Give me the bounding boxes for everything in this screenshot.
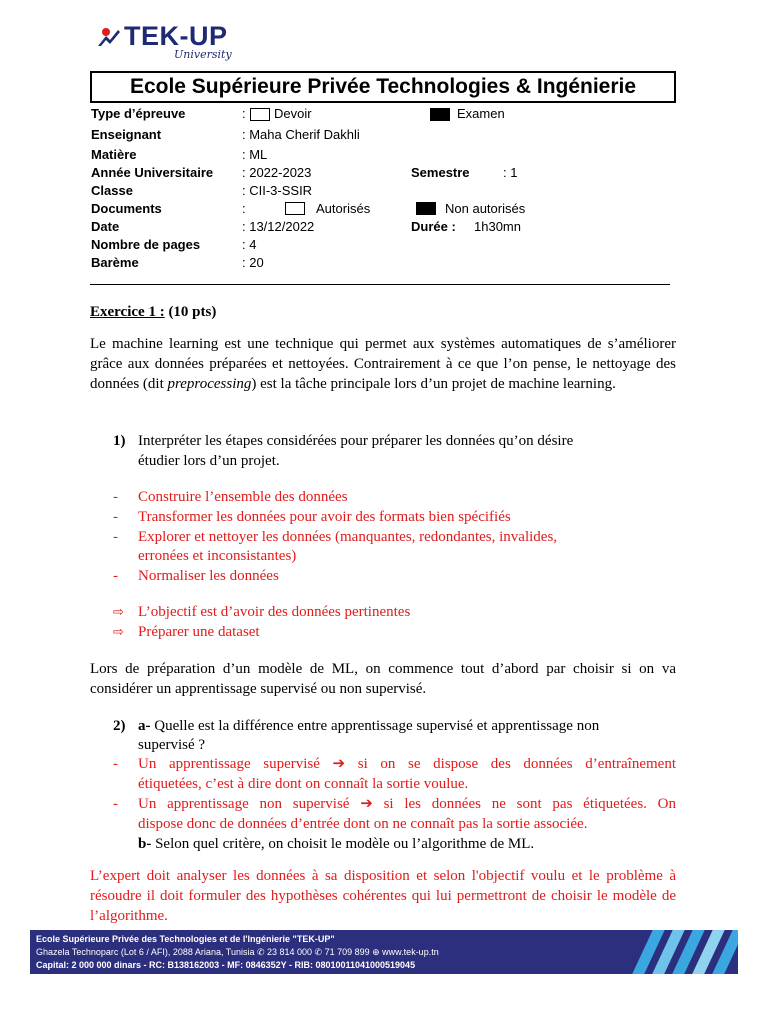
conclusion-0: L’objectif est d’avoir des données pertinentes — [138, 604, 411, 620]
q2-answer-dash-0: - — [113, 756, 118, 772]
logo-mark-icon — [96, 24, 122, 50]
separator-line — [90, 284, 670, 285]
q2-b-line — [138, 834, 534, 854]
answer1-dash-2: - — [113, 529, 118, 545]
examen-label: Examen — [457, 106, 505, 121]
duree-value: 1h30mn — [474, 219, 521, 234]
conclusion-arrow-icon-0: ⇨ — [113, 604, 124, 619]
examen-checkbox — [430, 108, 450, 121]
matiere-label: Matière — [91, 147, 137, 162]
answer1-item-0: Construire l’ensemble des données — [138, 489, 348, 505]
autorises-label: Autorisés — [316, 201, 371, 216]
date-value: : 13/12/2022 — [242, 219, 315, 234]
logo-name: TEK-UP — [124, 21, 228, 51]
classe-value: : CII-3-SSIR — [242, 183, 313, 198]
autorises-checkbox — [285, 202, 305, 215]
school-title: Ecole Supérieure Privée Technologies & Ingénierie — [90, 71, 676, 103]
annee-value: : 2022-2023 — [242, 165, 312, 180]
matiere-value: : ML — [242, 147, 268, 162]
exercise-label: Exercice 1 : — [90, 304, 165, 320]
expert-paragraph: L’expert doit analyser les données à sa disposition et selon l'objectif voulu et le problème à résoudre il doit formuler des hypothèses cohérentes qui lui permettront de choisir le modèle de l’algorithme. — [90, 868, 676, 924]
annee-label: Année Universitaire — [91, 165, 214, 180]
q2-answer-1-arrow-icon: ➔ — [332, 756, 346, 772]
q2-answer-2b: si les données ne sont pas étiquetées. On — [372, 796, 677, 812]
q2-answer-1a: Un apprentissage supervisé — [138, 756, 333, 772]
devoir-label: Devoir — [274, 106, 312, 121]
intro-part2: ) est la tâche principale lors d’un projet de machine learning. — [251, 376, 616, 392]
answer1-item-1: Transformer les données pour avoir des formats bien spécifiés — [138, 509, 511, 525]
documents-label: Documents — [91, 201, 162, 216]
conclusion-arrow-icon-1: ⇨ — [113, 624, 124, 639]
q1-number: 1) — [113, 433, 126, 449]
q2-b-text: Selon quel critère, on choisit le modèle ou l’algorithme de ML. — [151, 836, 535, 852]
q2-a-text: Quelle est la différence entre apprentissage supervisé et apprentissage non — [150, 718, 600, 734]
footer-banner — [30, 930, 738, 974]
bareme-value: : 20 — [242, 255, 264, 270]
answer1-dash-0: - — [113, 489, 118, 505]
q2-a-line1 — [138, 716, 599, 736]
tekup-logo — [96, 18, 266, 62]
duree-label: Durée : — [411, 219, 456, 234]
pages-label: Nombre de pages — [91, 237, 201, 252]
non-autorises-checkbox — [416, 202, 436, 215]
footer-line-2: Ghazela Technoparc (Lot 6 / AFI), 2088 Ariana, Tunisia ✆ 23 814 000 ✆ 71 709 899 ⊕ www.tek-up.tn — [36, 947, 439, 957]
q2-a-label: a- — [138, 718, 151, 734]
bareme-label: Barème — [91, 255, 139, 270]
classe-label: Classe — [91, 183, 133, 198]
q2-answer-1b: si on se dispose des données d’entraînement — [345, 756, 676, 772]
q2-a-line2: supervisé ? — [138, 737, 206, 753]
q2-answer-2-line1 — [138, 794, 676, 814]
q2-b-label: b- — [138, 836, 152, 852]
answer1-item-2a: Explorer et nettoyer les données (manquantes, redondantes, invalides, — [138, 529, 558, 545]
answer1-item-3: Normaliser les données — [138, 568, 279, 584]
documents-sep: : — [242, 201, 246, 216]
intro-italic: preprocessing — [167, 376, 252, 392]
q2-answer-2a: Un apprentissage non supervisé — [138, 796, 361, 812]
footer-line-1: Ecole Supérieure Privée des Technologies et de l'Ingénierie "TEK-UP" — [36, 934, 335, 944]
logo-sub: University — [174, 48, 232, 61]
q1-line1: Interpréter les étapes considérées pour préparer les données qu’on désire — [138, 433, 574, 449]
semestre-value: : 1 — [503, 165, 518, 180]
intro-part1: Le machine learning est une technique qui permet aux systèmes automatiques de s’améliorer grâce aux données préparées et nettoyées. Contrairement à ce que l’on pense, le nettoyage des données (dit — [90, 336, 676, 392]
devoir-checkbox — [250, 108, 270, 121]
date-label: Date — [91, 219, 120, 234]
paragraph-2: Lors de préparation d’un modèle de ML, on commence tout d’abord par choisir si on va considérer un apprentissage supervisé ou non supervisé. — [90, 661, 676, 697]
non-autorises-label: Non autorisés — [445, 201, 526, 216]
q2-answer-1-line2: étiquetées, c’est à dire dont on connaît la sortie voulue. — [138, 776, 469, 792]
answer1-dash-3: - — [113, 568, 118, 584]
q1-line2: étudier lors d’un projet. — [138, 453, 280, 469]
q2-number: 2) — [113, 718, 126, 734]
intro-paragraph — [90, 334, 676, 394]
q2-answer-2-line2: dispose donc de données d’entrée dont on ne connaît pas la sortie associée. — [138, 816, 588, 832]
answer1-item-2b: erronées et inconsistantes) — [138, 548, 297, 564]
pages-value: : 4 — [242, 237, 257, 252]
exercise-title — [90, 304, 216, 321]
footer-line-3: Capital: 2 000 000 dinars - RC: B138162003 - MF: 0846352Y - RIB: 08010011041000519045 — [36, 960, 416, 970]
answer1-dash-1: - — [113, 509, 118, 525]
enseignant-label: Enseignant — [91, 127, 162, 142]
exercise-points: (10 pts) — [164, 304, 217, 320]
semestre-label: Semestre — [411, 165, 470, 180]
type-sep: : — [242, 106, 246, 121]
type-label: Type d’épreuve — [91, 106, 186, 121]
conclusion-1: Préparer une dataset — [138, 624, 260, 640]
q2-answer-dash-1: - — [113, 796, 118, 812]
q2-answer-1-line1 — [138, 754, 676, 774]
enseignant-value: : Maha Cherif Dakhli — [242, 127, 360, 142]
q2-answer-2-arrow-icon: ➔ — [360, 796, 373, 812]
